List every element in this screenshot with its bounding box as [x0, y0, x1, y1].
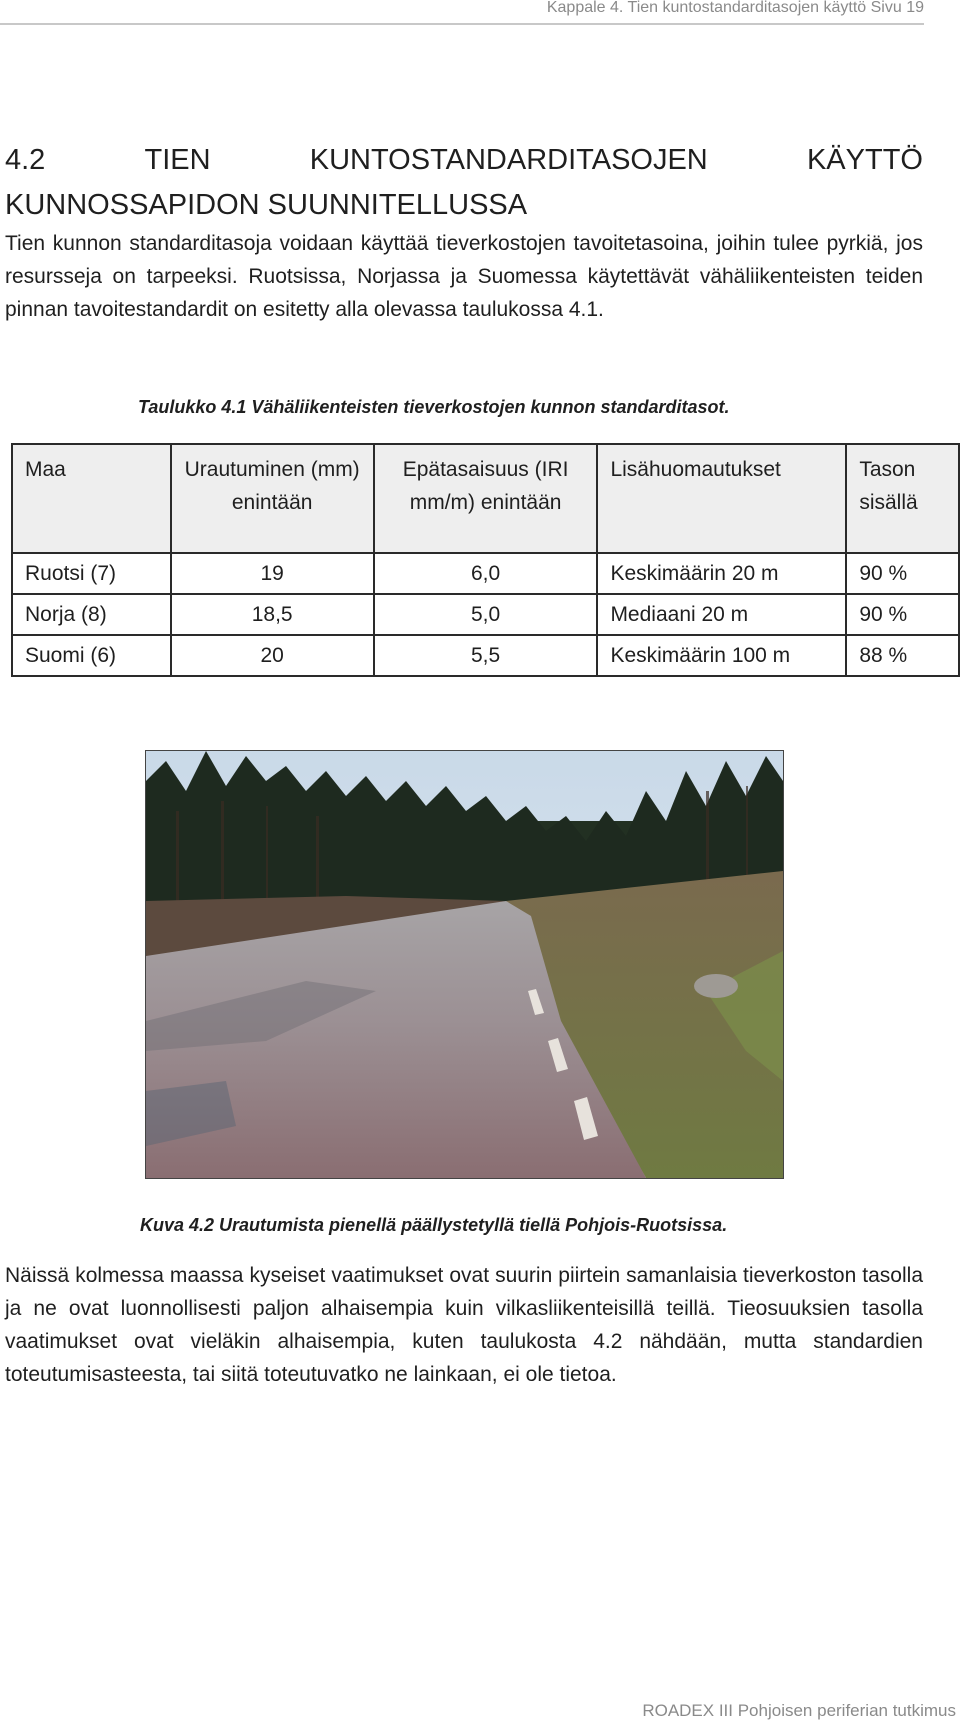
header-cell-level: Tason sisällä — [846, 444, 959, 553]
section-heading-line1 — [5, 138, 923, 183]
cell-level: 90 % — [846, 594, 959, 635]
cell-notes: Keskimäärin 20 m — [597, 553, 846, 594]
heading-word-tien: TIEN — [144, 144, 211, 176]
cell-roughness: 5,5 — [374, 635, 598, 676]
section-heading-line2: KUNNOSSAPIDON SUUNNITELLUSSA — [5, 189, 528, 221]
section-number: 4.2 — [5, 144, 46, 176]
cell-country: Suomi (6) — [12, 635, 171, 676]
running-header — [0, 0, 924, 25]
cell-notes: Mediaani 20 m — [597, 594, 846, 635]
road-photo-illustration — [146, 751, 783, 1178]
conclusion-paragraph: Näissä kolmessa maassa kyseiset vaatimukset ovat suurin piirtein samanlaisia tieverkoston tasolla ja ne ovat luonnollisesti paljon alhaisempia kuin vilkasliikenteisillä teillä. Tieosuuksien tasolla vaatimukset ovat vieläkin alhaisempia, kuten taulukosta 4.2 nähdään, mutta standardien toteutumisasteesta, tai siitä toteutuvatko ne lainkaan, ei ole tietoa. — [5, 1264, 923, 1386]
road-photo — [145, 750, 784, 1179]
heading-word-kaytto: KÄYTTÖ — [806, 144, 923, 176]
header-cell-rutting: Urautuminen (mm) enintään — [171, 444, 374, 553]
running-footer: ROADEX III Pohjoisen periferian tutkimus — [642, 1701, 956, 1720]
header-cell-roughness: Epätasaisuus (IRI mm/m) enintään — [374, 444, 598, 553]
table-row — [12, 594, 959, 635]
table-row — [12, 553, 959, 594]
intro-paragraph: Tien kunnon standarditasoja voidaan käyttää tieverkostojen tavoitetasoina, joihin tulee pyrkiä, jos resursseja on tarpeeksi. Ruotsissa, Norjassa ja Suomessa käytettävät vähäliikenteisten teiden pinnan tavoitestandardit on esitetty alla olevassa taulukossa 4.1. — [5, 232, 923, 321]
heading-word-kuntostandarditasojen: KUNTOSTANDARDITASOJEN — [309, 144, 708, 176]
table-header-row — [12, 444, 959, 553]
header-cell-country: Maa — [12, 444, 171, 553]
figure-caption: Kuva 4.2 Urautumista pienellä päällystetyllä tiellä Pohjois-Ruotsissa. — [140, 1215, 728, 1235]
table-row — [12, 635, 959, 676]
table-caption: Taulukko 4.1 Vähäliikenteisten tieverkostojen kunnon standarditasot. — [138, 397, 730, 417]
standards-table — [11, 443, 960, 677]
cell-country: Ruotsi (7) — [12, 553, 171, 594]
cell-country: Norja (8) — [12, 594, 171, 635]
cell-level: 90 % — [846, 553, 959, 594]
cell-rutting: 18,5 — [171, 594, 374, 635]
boulder — [694, 974, 738, 998]
section-heading — [5, 138, 923, 228]
header-cell-notes: Lisähuomautukset — [597, 444, 846, 553]
cell-rutting: 20 — [171, 635, 374, 676]
cell-rutting: 19 — [171, 553, 374, 594]
cell-level: 88 % — [846, 635, 959, 676]
running-header-text: Kappale 4. Tien kuntostandarditasojen käyttö Sivu 19 — [546, 0, 924, 16]
cell-roughness: 5,0 — [374, 594, 598, 635]
cell-roughness: 6,0 — [374, 553, 598, 594]
cell-notes: Keskimäärin 100 m — [597, 635, 846, 676]
